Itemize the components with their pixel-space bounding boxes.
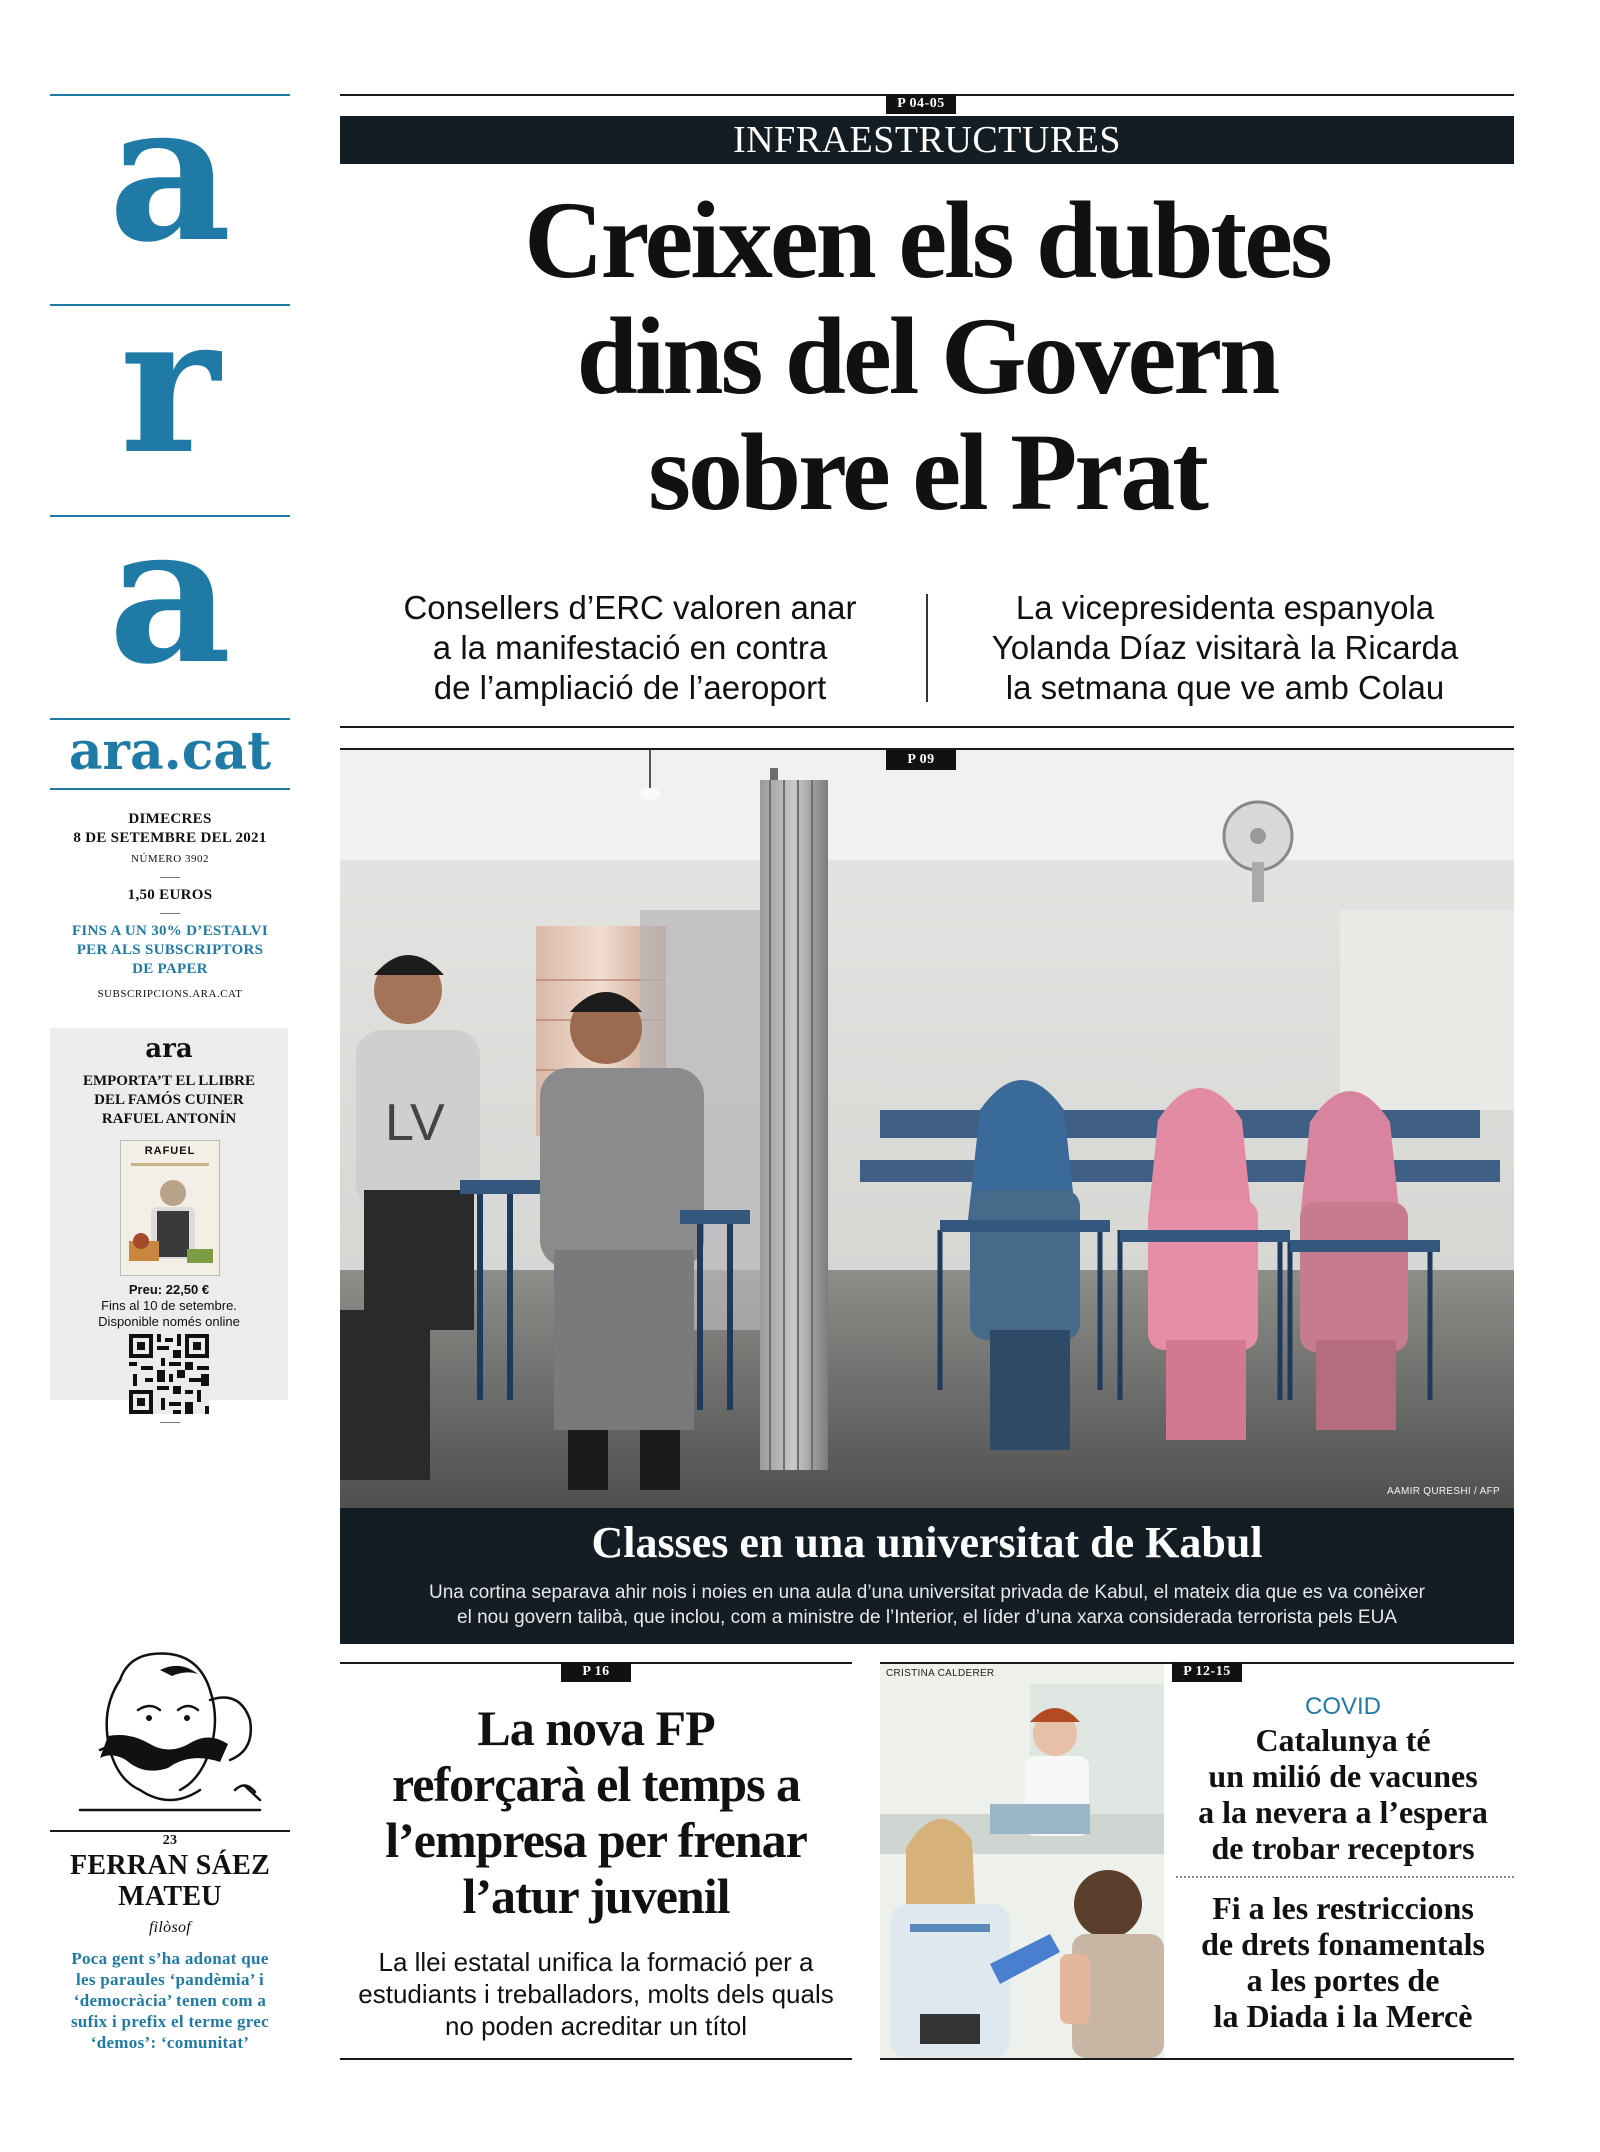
lead-subhead-left: a la manifestació en contra <box>432 629 828 666</box>
columnist-teaser[interactable]: Poca gent s’ha adonat que <box>71 1949 269 1968</box>
masthead-rule <box>50 718 290 720</box>
page-tag: P 09 <box>886 750 956 770</box>
edition-day: DIMECRES <box>128 811 212 827</box>
subscription-link[interactable]: SUBSCRIPCIONS.ARA.CAT <box>97 988 243 1000</box>
book-title: RAFUEL <box>144 1145 196 1157</box>
lead-subhead-left: de l’ampliació de l’aeroport <box>433 669 827 706</box>
covid-headline: Catalunya té <box>1255 1722 1431 1758</box>
fp-subhead: no poden acreditar un títol <box>444 2011 748 2041</box>
edition-price: 1,50 EUROS <box>127 887 213 903</box>
story-covid[interactable] <box>880 1662 1514 2060</box>
restrictions-headline[interactable]: Fi a les restriccions <box>1212 1890 1474 1926</box>
columnist-page: 23 <box>162 1833 178 1848</box>
bottom-rule <box>880 2058 1514 2060</box>
edition-number: NÚMERO 3902 <box>131 853 209 865</box>
lead-story[interactable] <box>340 94 1514 728</box>
photo-headline[interactable]: Classes en una universitat de Kabul <box>591 1518 1263 1567</box>
promo-price-note: Fins al 10 de setembre. <box>101 1298 237 1313</box>
divider <box>160 913 180 914</box>
photo-credit: AAMIR QURESHI / AFP <box>1387 1486 1500 1497</box>
fp-headline: l’empresa per frenar <box>385 1812 807 1868</box>
svg-text:LV: LV <box>385 1094 445 1152</box>
book-promo-box[interactable] <box>50 1028 288 1400</box>
restrictions-headline[interactable]: la Diada i la Mercè <box>1213 1998 1473 2034</box>
columnist-caricature <box>60 1640 290 1820</box>
fp-headline: reforçarà el temps a <box>391 1756 801 1812</box>
photo-caption: Una cortina separava ahir nois i noies en una aula d’una universitat privada de Kabul, el mateix dia que es va conèixer <box>429 1582 1425 1603</box>
divider <box>160 877 180 878</box>
logo-letter-r: r <box>119 273 221 496</box>
columnist-teaser[interactable]: ‘demos’: ‘comunitat’ <box>90 2033 250 2052</box>
vaccination-photo[interactable] <box>880 1664 1164 2058</box>
lead-subhead-right: Yolanda Díaz visitarà la Ricarda <box>991 629 1459 666</box>
edition-date: 8 DE SETEMBRE DEL 2021 <box>73 830 267 846</box>
promo-price-note: Disponible només online <box>98 1314 240 1329</box>
photo-caption-panel <box>340 1508 1514 1644</box>
promo-price: Preu: 22,50 € <box>128 1282 210 1297</box>
page-tag: P 16 <box>561 1662 631 1682</box>
covid-headline: un milió de vacunes <box>1208 1758 1478 1794</box>
restrictions-headline[interactable]: a les portes de <box>1246 1962 1440 1998</box>
columnist-teaser[interactable]: ‘democràcia’ tenen com a <box>73 1991 267 2010</box>
site-url[interactable]: ara.cat <box>68 721 272 782</box>
section-banner: INFRAESTRUCTURES <box>340 116 1514 164</box>
covid-kicker: COVID <box>1304 1693 1381 1720</box>
fp-headline: La nova FP <box>477 1700 715 1756</box>
fp-subhead: La llei estatal unifica la formació per a <box>378 1947 814 1977</box>
columnist-name: MATEU <box>118 1881 222 1912</box>
fp-headline: l’atur juvenil <box>462 1868 730 1924</box>
promo-line: RAFUEL ANTONÍN <box>101 1111 237 1127</box>
page-tag: P 12-15 <box>1172 1662 1242 1682</box>
lead-headline: dins del Govern <box>576 295 1278 417</box>
promo-line: DEL FAMÓS CUINER <box>94 1092 244 1108</box>
columnist-teaser[interactable]: sufix i prefix el terme grec <box>70 2012 269 2031</box>
logo-letter-a2: a <box>108 483 232 706</box>
kabul-classroom-photo[interactable] <box>340 750 1514 1508</box>
lead-subhead-right: La vicepresidenta espanyola <box>1015 589 1435 626</box>
masthead-rule <box>50 788 290 790</box>
qr-code[interactable] <box>129 1334 209 1414</box>
story-fp[interactable] <box>340 1662 852 2060</box>
photo-credit: CRISTINA CALDERER <box>886 1668 995 1679</box>
bottom-rule <box>340 2058 852 2060</box>
promo-line: FINS A UN 30% D’ESTALVI <box>71 923 269 939</box>
lead-headline: Creixen els dubtes <box>524 179 1330 301</box>
book-cover-image <box>120 1140 220 1276</box>
lead-subhead-left: Consellers d’ERC valoren anar <box>403 589 857 626</box>
columnist-name: FERRAN SÁEZ <box>69 1850 271 1881</box>
bottom-rule <box>340 726 1514 728</box>
covid-divider <box>1176 1876 1514 1878</box>
subhead-divider <box>926 594 928 702</box>
promo-line: DE PAPER <box>132 961 208 977</box>
columnist-role: filòsof <box>148 1919 192 1936</box>
promo-line: EMPORTA’T EL LLIBRE <box>82 1073 255 1089</box>
promo-logo: ara <box>145 1034 193 1064</box>
divider <box>160 1422 180 1423</box>
promo-line: PER ALS SUBSCRIPTORS <box>76 942 264 958</box>
lead-subhead-right: la setmana que ve amb Colau <box>1005 669 1445 706</box>
logo-letter-a: a <box>108 61 232 284</box>
page-tag: P 04-05 <box>886 94 956 114</box>
covid-headline: a la nevera a l’espera <box>1198 1794 1488 1830</box>
covid-headline: de trobar receptors <box>1211 1830 1475 1866</box>
columnist-teaser[interactable]: les paraules ‘pandèmia’ i <box>75 1970 265 1989</box>
restrictions-headline[interactable]: de drets fonamentals <box>1201 1926 1485 1962</box>
lead-headline: sobre el Prat <box>648 411 1206 533</box>
photo-caption: el nou govern talibà, que inclou, com a ministre de l’Interior, el líder d’una xarxa considerada terrorista pels EUA <box>457 1607 1397 1628</box>
fp-subhead: estudiants i treballadors, molts dels quals <box>358 1979 834 2009</box>
